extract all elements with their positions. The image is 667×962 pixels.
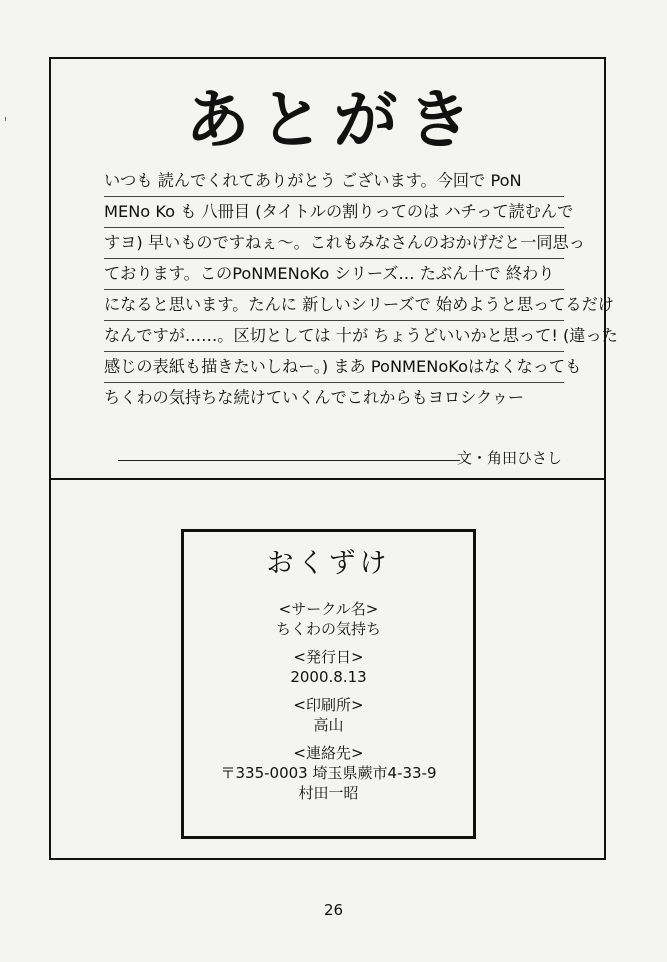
colophon-entry-date (181, 647, 476, 687)
section-divider (49, 478, 606, 480)
afterword-line: ちくわの気持ちな続けていくんでこれからもヨロシクゥー (104, 388, 525, 407)
colophon-value: 村田一昭 (298, 784, 359, 802)
afterword-signature: 文・角田ひさし (457, 449, 563, 467)
colophon-entry-circle (181, 599, 476, 639)
colophon-entry-contact (181, 743, 476, 803)
afterword-line: ております。このPoNMENoKo シリーズ… たぶん十で 終わり (104, 259, 564, 290)
afterword-line: いつも 読んでくれてありがとう ございます。今回で PoN (104, 166, 564, 197)
colophon-value: ちくわの気持ち (275, 620, 381, 638)
colophon-value: 2000.8.13 (290, 668, 367, 686)
afterword-line: になると思います。たんに 新しいシリーズで 始めようと思ってるだけ (104, 290, 564, 321)
afterword-text (104, 166, 618, 413)
colophon-value: 〒335-0003 埼玉県蕨市4-33-9 (220, 764, 437, 782)
colophon-label: <発行日> (293, 648, 364, 666)
afterword-title: あとがき (185, 84, 482, 158)
afterword-line: すヨ) 早いものですねぇ〜。これもみなさんのおかげだと一同思っ (104, 228, 564, 259)
afterword-line: 感じの表紙も描きたいしねー。) まあ PoNMENoKoはなくなっても (104, 352, 564, 383)
page-number: 26 (323, 901, 344, 919)
colophon-body (181, 599, 476, 811)
colophon-label: <印刷所> (293, 696, 364, 714)
colophon-label: <連絡先> (293, 744, 364, 762)
colophon-label: <サークル名> (278, 600, 379, 618)
signature-rule (118, 460, 460, 461)
colophon-title: おくずけ (266, 548, 391, 579)
colophon-entry-printer (181, 695, 476, 735)
afterword-line: なんですが……。区切としては 十が ちょうどいいかと思って! (違った (104, 321, 564, 352)
colophon-value: 高山 (313, 716, 344, 734)
afterword-line: MENo Ko も 八冊目 (タイトルの割りってのは ハチって読むんで (104, 197, 564, 228)
